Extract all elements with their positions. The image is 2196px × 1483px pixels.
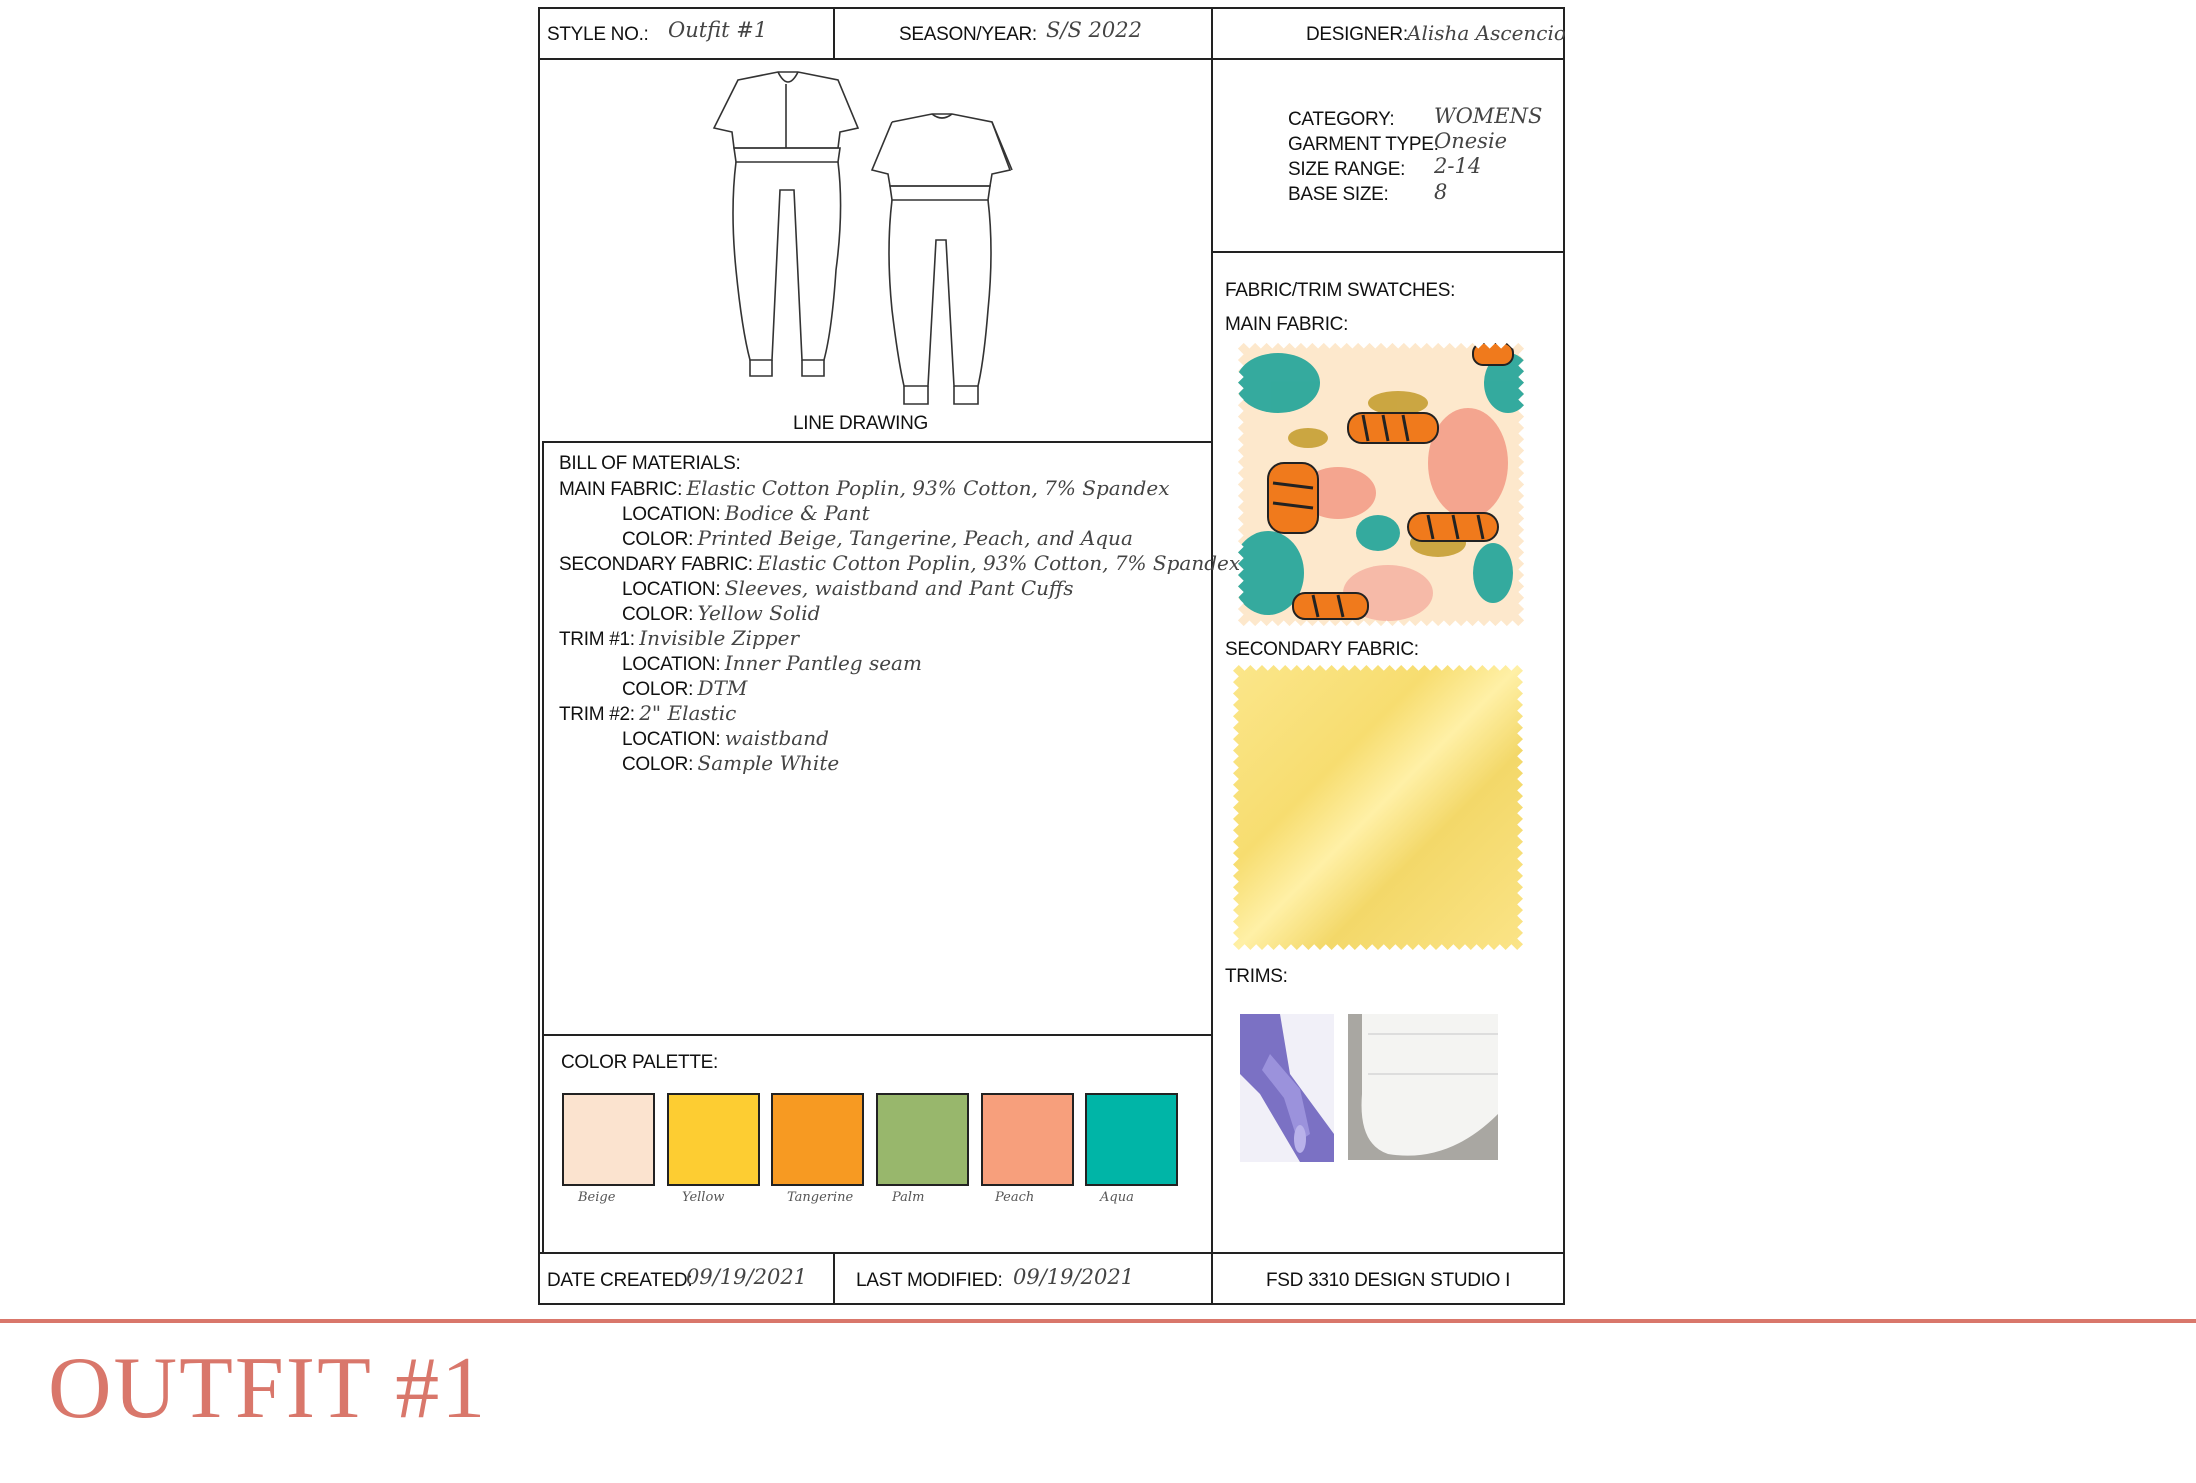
category-box-bottom [1211, 251, 1565, 253]
footer-divider-1 [833, 1252, 835, 1305]
color-swatch-tangerine [771, 1093, 864, 1186]
size-range-value: 2-14 [1434, 154, 1482, 178]
color-name-peach: Peach [995, 1190, 1035, 1205]
season-value: S/S 2022 [1046, 18, 1142, 42]
zipper-image [1240, 1014, 1334, 1162]
last-modified-label: LAST MODIFIED: [856, 1270, 1003, 1291]
bom-row: TRIM #2: 2" Elastic [559, 701, 737, 725]
jumpsuit-sketch [690, 70, 1020, 410]
designer-value: Alisha Ascencio [1407, 21, 1566, 45]
last-modified-value: 09/19/2021 [1013, 1265, 1135, 1289]
bom-row: SECONDARY FABRIC: Elastic Cotton Poplin, 93% Cotton, 7% Spandex [559, 551, 1241, 575]
category-value: WOMENS [1434, 104, 1543, 128]
secondary-fabric-swatch [1233, 665, 1523, 950]
color-swatch-aqua [1085, 1093, 1178, 1186]
bom-row: LOCATION: Bodice & Pant [622, 501, 870, 525]
base-size-value: 8 [1434, 180, 1448, 204]
course-label: FSD 3310 DESIGN STUDIO I [1266, 1270, 1511, 1291]
color-name-tangerine: Tangerine [787, 1190, 854, 1205]
footer-divider-2 [1211, 1252, 1213, 1305]
style-value: Outfit #1 [668, 18, 768, 42]
bom-row: MAIN FABRIC: Elastic Cotton Poplin, 93% Cotton, 7% Spandex [559, 476, 1170, 500]
bom-title: BILL OF MATERIALS: [559, 453, 741, 474]
trims-label: TRIMS: [1225, 966, 1288, 987]
base-size-label: BASE SIZE: [1288, 184, 1389, 205]
bom-row: COLOR: Sample White [622, 751, 840, 775]
season-label: SEASON/YEAR: [899, 24, 1037, 45]
page-title: OUTFIT #1 [48, 1340, 488, 1437]
color-name-yellow: Yellow [682, 1190, 725, 1205]
secondary-fabric-label: SECONDARY FABRIC: [1225, 639, 1419, 660]
line-drawing-label: LINE DRAWING [793, 413, 929, 434]
header-divider-1 [833, 7, 835, 60]
color-name-aqua: Aqua [1100, 1190, 1134, 1205]
elastic-swatch [1348, 1014, 1498, 1160]
bom-row: LOCATION: Sleeves, waistband and Pant Cuffs [622, 576, 1074, 600]
color-swatch-peach [981, 1093, 1074, 1186]
designer-label: DESIGNER: [1306, 24, 1408, 45]
line-drawing [690, 70, 1020, 410]
category-label: CATEGORY: [1288, 109, 1395, 130]
color-palette-title: COLOR PALETTE: [561, 1052, 718, 1073]
header-divider-2 [1211, 7, 1213, 60]
bom-row: TRIM #1: Invisible Zipper [559, 626, 800, 650]
tiger-print-pattern [1238, 343, 1524, 626]
swatches-title: FABRIC/TRIM SWATCHES: [1225, 280, 1456, 301]
date-created-value: 09/19/2021 [686, 1265, 808, 1289]
size-range-label: SIZE RANGE: [1288, 159, 1406, 180]
garment-type-label: GARMENT TYPE: [1288, 134, 1439, 155]
accent-rule [0, 1319, 2196, 1323]
main-fabric-label: MAIN FABRIC: [1225, 314, 1349, 335]
color-swatch-beige [562, 1093, 655, 1186]
color-name-palm: Palm [892, 1190, 925, 1205]
date-created-label: DATE CREATED: [547, 1270, 693, 1291]
garment-type-value: Onesie [1434, 129, 1508, 153]
bom-row: LOCATION: waistband [622, 726, 829, 750]
bom-row: COLOR: Yellow Solid [622, 601, 821, 625]
elastic-image [1348, 1014, 1498, 1160]
color-name-beige: Beige [578, 1190, 616, 1205]
color-swatch-yellow [667, 1093, 760, 1186]
invisible-zipper-swatch [1240, 1014, 1334, 1162]
bom-row: LOCATION: Inner Pantleg seam [622, 651, 922, 675]
bom-row: COLOR: Printed Beige, Tangerine, Peach, and Aqua [622, 526, 1133, 550]
main-fabric-swatch [1238, 343, 1524, 626]
color-swatch-palm [876, 1093, 969, 1186]
style-label: STYLE NO.: [547, 24, 649, 45]
bom-row: COLOR: DTM [622, 676, 748, 700]
